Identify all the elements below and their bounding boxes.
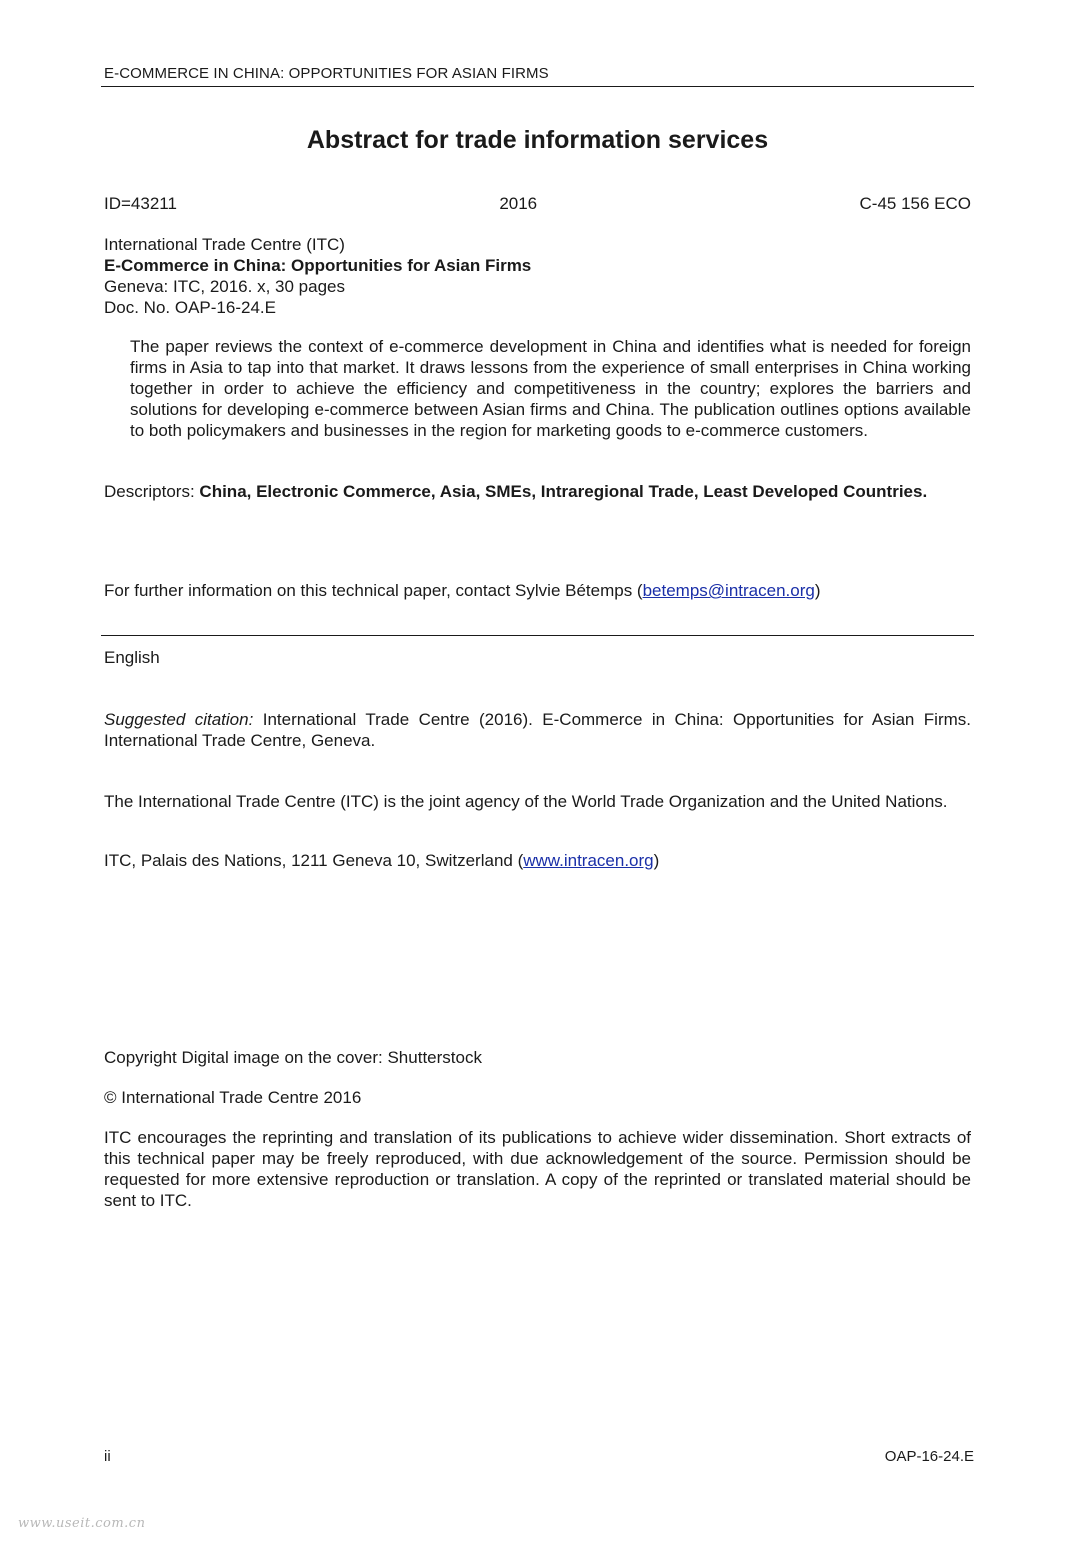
abstract-paragraph: The paper reviews the context of e-commerce development in China and identifies what is needed for foreign firms in Asia to tap into that market. It draws lessons from the experience of small enterprises in China working together in order to achieve the efficiency and competitiveness in the country; explores the barriers and solutions for developing e-commerce between Asian firms and China. The publication outlines options available to both policymakers and businesses in the region for marketing goods to e-commerce customers. bbox=[130, 337, 971, 440]
running-header: E-COMMERCE IN CHINA: OPPORTUNITIES FOR ASIAN FIRMS bbox=[104, 65, 549, 82]
contact-line bbox=[104, 581, 821, 601]
citation-label: Suggested citation: bbox=[104, 710, 254, 729]
address-line bbox=[104, 851, 659, 871]
footer-page-number: ii bbox=[104, 1448, 111, 1465]
website-link[interactable]: www.intracen.org bbox=[523, 851, 654, 870]
reprint-notice: ITC encourages the reprinting and translation of its publications to achieve wider dissemination. Short extracts of this technical paper may be freely reproduced, with due acknowledgement of the source. Permission should be requested for more extensive reproduction or translation. A copy of the reprinted or translated material should be sent to ITC. bbox=[104, 1128, 971, 1210]
suggested-citation bbox=[104, 709, 971, 751]
language: English bbox=[104, 648, 160, 667]
publication-year: 2016 bbox=[499, 194, 538, 213]
address-prefix: ITC, Palais des Nations, 1211 Geneva 10, Switzerland ( bbox=[104, 851, 524, 870]
contact-email-link[interactable]: betemps@intracen.org bbox=[642, 581, 815, 600]
descriptors-terms: China, Electronic Commerce, Asia, SMEs, Intraregional Trade, Least Developed Countries. bbox=[199, 482, 928, 501]
watermark: www.useit.com.cn bbox=[18, 1516, 146, 1531]
citation-text: International Trade Centre (2016). E-Commerce in China: Opportunities for Asian Firms. International Trade Centre, Geneva. bbox=[104, 710, 971, 750]
book-title: E-Commerce in China: Opportunities for Asian Firms bbox=[104, 256, 532, 275]
contact-prefix: For further information on this technical paper, contact Sylvie Bétemps ( bbox=[104, 581, 643, 600]
classification-code: C-45 156 ECO bbox=[859, 194, 971, 213]
footer-doc-code: OAP-16-24.E bbox=[884, 1448, 974, 1465]
address-suffix: ) bbox=[653, 851, 660, 870]
cover-credit: Copyright Digital image on the cover: Shutterstock bbox=[104, 1048, 482, 1067]
descriptors-label: Descriptors: bbox=[104, 482, 195, 501]
itc-description: The International Trade Centre (ITC) is the joint agency of the World Trade Organization and the United Nations. bbox=[104, 792, 948, 811]
contact-suffix: ) bbox=[814, 581, 821, 600]
header-rule bbox=[101, 86, 974, 87]
copyright-notice: © International Trade Centre 2016 bbox=[104, 1088, 362, 1107]
page-title: Abstract for trade information services bbox=[306, 126, 769, 154]
publication-block bbox=[104, 234, 531, 318]
imprint: Geneva: ITC, 2016. x, 30 pages bbox=[104, 277, 345, 296]
doc-number: Doc. No. OAP-16-24.E bbox=[104, 298, 276, 317]
publisher: International Trade Centre (ITC) bbox=[104, 235, 345, 254]
meta-row bbox=[104, 194, 971, 214]
section-rule bbox=[101, 635, 974, 636]
document-id: ID=43211 bbox=[104, 194, 177, 213]
descriptors bbox=[104, 481, 971, 502]
